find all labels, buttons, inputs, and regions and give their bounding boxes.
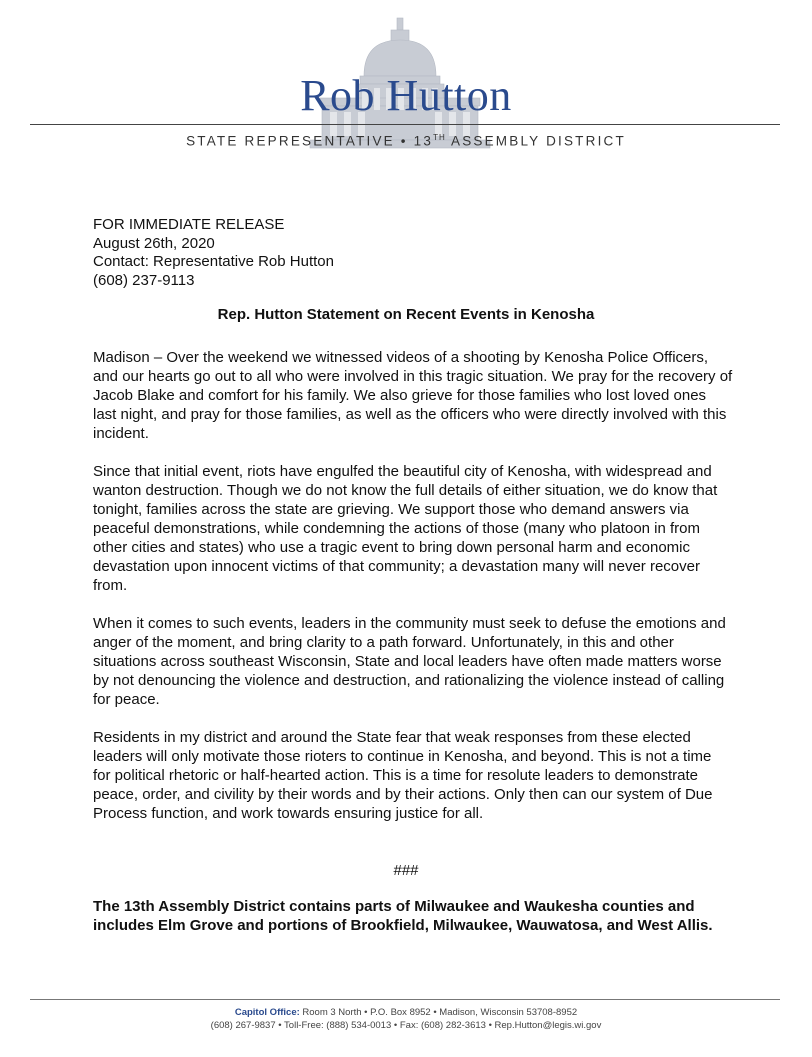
release-contact: Contact: Representative Rob Hutton (93, 253, 334, 270)
release-date: August 26th, 2020 (93, 234, 215, 252)
release-phone: (608) 237-9113 (93, 271, 195, 289)
statement-body (93, 348, 733, 842)
statement-headline: Rep. Hutton Statement on Recent Events in Kenosha (217, 306, 595, 323)
letterhead-title-sup: TH (433, 133, 446, 142)
letterhead-divider (30, 124, 780, 125)
footer-office-label: Capitol Office: (234, 1007, 300, 1018)
release-line: FOR IMMEDIATE RELEASE (93, 216, 285, 233)
district-note: The 13th Assembly District contains parts of Milwaukee and Waukesha counties and includes Elm Grove and portions of Brookfield, Milwaukee, Wauwatosa, and West Allis. (93, 898, 713, 934)
letterhead-title-part1: STATE REPRESENTATIVE • 13 (186, 133, 434, 149)
footer (0, 1006, 812, 1032)
footer-office-address: Room 3 North • P.O. Box 8952 • Madison, Wisconsin 53708-8952 (299, 1007, 578, 1018)
footer-divider (30, 999, 780, 1000)
body-paragraph: Madison – Over the weekend we witnessed videos of a shooting by Kenosha Police Officers, and our hearts go out to all who were involved in this tragic situation. We pray for the recovery of Jacob Blake and comfort for his family. We also grieve for those families who lost loved ones last night, and pray for those families, as well as the officers who were directly involved with this incident. (93, 349, 733, 442)
body-paragraph: Residents in my district and around the State fear that weak responses from these elected leaders will only motivate those rioters to continue in Kenosha, and beyond. This is not a time for political rhetoric or half-hearted action. This is a time for resolute leaders to demonstrate peace, order, and civility by their words and by their actions. Only then can our system of Due Process function, and work towards ensuring justice for all. (93, 729, 713, 822)
end-mark: ### (393, 862, 419, 879)
footer-office-line (0, 1006, 812, 1019)
body-paragraph: Since that initial event, riots have engulfed the beautiful city of Kenosha, with widespread and wanton destruction. Though we do not know the full details of either situation, we do know that tonight, families across the state are grieving. We support those who demand answers via peaceful demonstrations, while condemning the actions of those (many who platoon in from other cities and states) who use a tragic event to bring down personal harm and economic devastation upon innocent victims of that community; a devastation many will never recover from. (93, 463, 718, 594)
footer-contacts: (608) 267-9837 • Toll-Free: (888) 534-0013 • Fax: (608) 282-3613 • Rep.Hutton@legis.wi.gov (210, 1020, 602, 1031)
release-info (93, 216, 334, 290)
letterhead-title-part2: ASSEMBLY DISTRICT (445, 133, 626, 149)
letterhead-title (0, 133, 812, 149)
letterhead-name: Rob Hutton (300, 71, 512, 120)
body-paragraph: When it comes to such events, leaders in the community must seek to defuse the emotions and anger of the moment, and bring clarity to a path forward. Unfortunately, in this and other situations across southeast Wisconsin, State and local leaders have often made matters worse by not denouncing the violence and destruction, and rationalizing the violence instead of calling for peace. (93, 615, 726, 708)
